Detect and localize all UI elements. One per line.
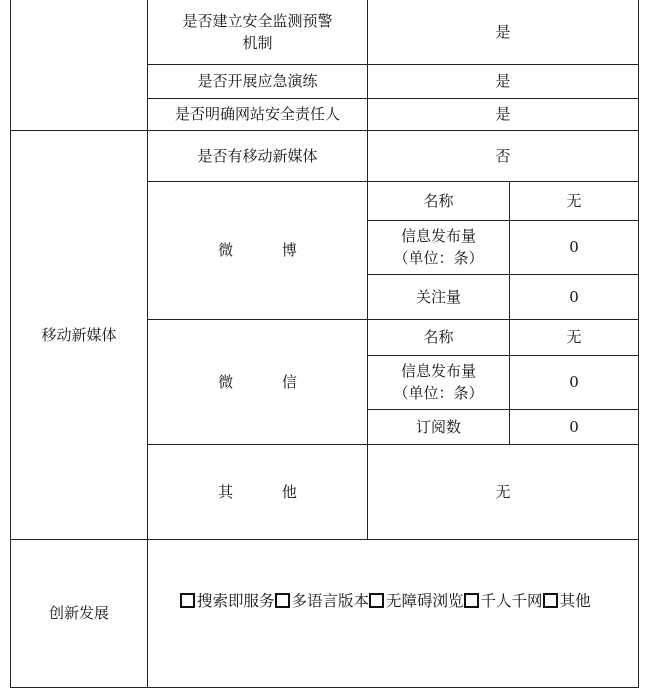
weibo-follow-value: 0: [510, 274, 639, 319]
mobile-section-label: 移动新媒体: [11, 130, 148, 539]
responsible-value: 是: [368, 98, 639, 130]
weibo-follow-label: 关注量: [368, 274, 510, 319]
checkbox-icon[interactable]: [180, 593, 195, 608]
weibo-name-label: 名称: [368, 181, 510, 220]
wechat-name-label: 名称: [368, 319, 510, 355]
option-personalized[interactable]: [464, 590, 543, 612]
option-label: 无障碍浏览: [386, 591, 464, 610]
mobile-has-row: [11, 130, 639, 181]
innovation-options-cell: [148, 539, 639, 687]
weibo-name-value: 无: [510, 181, 639, 220]
innovation-options: [180, 590, 591, 612]
monitoring-label-line1: 是否建立安全监测预警: [182, 11, 333, 30]
monitoring-value: 是: [368, 0, 639, 64]
drill-label: 是否开展应急演练: [148, 64, 368, 98]
wechat-label: 微 信: [148, 319, 368, 444]
website-report-table: [10, 0, 639, 688]
wechat-name-value: 无: [510, 319, 639, 355]
option-other[interactable]: [543, 590, 591, 612]
innovation-section-label: 创新发展: [11, 539, 148, 687]
weibo-posts-label-line1: 信息发布量: [400, 227, 476, 245]
weibo-posts-label-line2: （单位：条）: [393, 249, 484, 267]
wechat-subs-label: 订阅数: [368, 409, 510, 444]
responsible-label: 是否明确网站安全责任人: [148, 98, 368, 130]
wechat-posts-label-line2: （单位：条）: [393, 384, 484, 402]
option-label: 千人千网: [480, 591, 543, 610]
monitoring-label-cell: [148, 0, 368, 64]
report-table-page: [10, 0, 638, 686]
monitoring-label-line2: 机制: [242, 33, 273, 52]
wechat-posts-label-line1: 信息发布量: [400, 362, 476, 380]
option-multilingual[interactable]: [275, 590, 370, 612]
checkbox-icon[interactable]: [464, 593, 479, 608]
wechat-subs-value: 0: [510, 409, 639, 444]
weibo-posts-value: 0: [510, 220, 639, 274]
option-label: 其他: [559, 591, 591, 610]
weibo-posts-label: [368, 220, 510, 274]
mobile-has-value: 否: [368, 130, 639, 181]
innovation-row: [11, 539, 639, 687]
other-value: 无: [368, 444, 639, 539]
option-label: 多语言版本: [291, 591, 370, 610]
security-row-monitoring: [11, 0, 639, 64]
weibo-label: 微 博: [148, 181, 368, 319]
option-accessibility[interactable]: [369, 590, 464, 612]
security-section-cell: [11, 0, 148, 130]
checkbox-icon[interactable]: [275, 593, 290, 608]
wechat-posts-label: [368, 355, 510, 409]
other-label: 其 他: [148, 444, 368, 539]
wechat-posts-value: 0: [510, 355, 639, 409]
mobile-has-label: 是否有移动新媒体: [148, 130, 368, 181]
option-label: 搜索即服务: [197, 591, 275, 610]
checkbox-icon[interactable]: [543, 593, 558, 608]
drill-value: 是: [368, 64, 639, 98]
checkbox-icon[interactable]: [369, 593, 384, 608]
option-search-as-service[interactable]: [180, 590, 275, 612]
